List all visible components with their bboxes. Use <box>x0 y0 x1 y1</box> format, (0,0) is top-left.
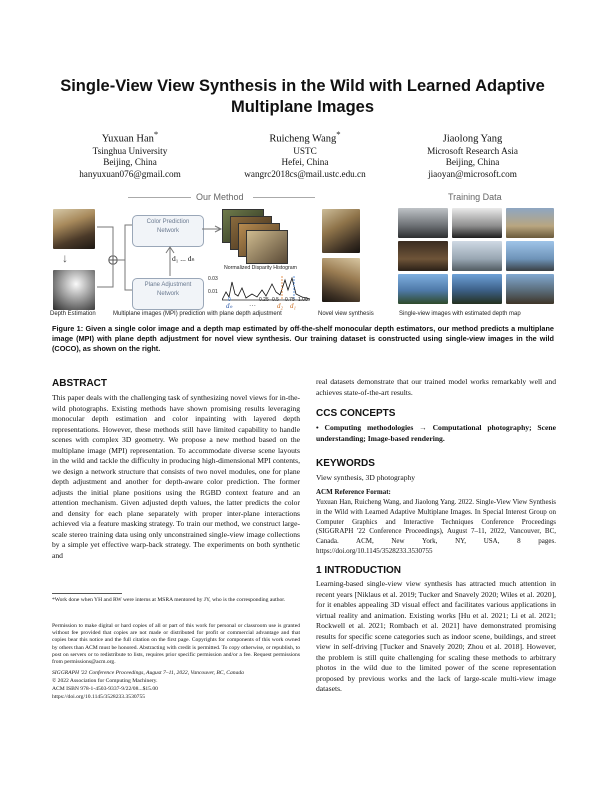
author-location: Hefei, China <box>281 157 329 167</box>
training-image <box>398 241 448 271</box>
histogram-tick: 0.03 <box>208 276 218 282</box>
ellipsis: … <box>249 300 256 308</box>
caption-mpi-prediction: Multiplane images (MPI) prediction with plane depth adjustment <box>113 311 282 317</box>
author-email[interactable]: jiaoyan@microsoft.com <box>428 168 517 179</box>
training-image <box>452 274 502 304</box>
x-tick: 1.00 <box>298 297 308 303</box>
arrow-right-icon <box>202 225 224 233</box>
divider <box>253 197 315 198</box>
author-affiliation: USTC <box>293 145 317 156</box>
input-color-image <box>53 209 95 249</box>
doi-link[interactable]: https://doi.org/10.1145/3528233.3530755 <box>52 694 146 700</box>
divider <box>128 197 191 198</box>
histogram-title: Normalized Disparity Histogram <box>224 265 297 271</box>
plane-d1-label: dₙ <box>226 302 233 310</box>
novel-view-image <box>322 258 360 302</box>
reference-format-text: Yuxuan Han, Ruicheng Wang, and Jiaolong Yang. 2022. Single-View View Synthesis in the Wild with Learned Adaptive Multiplane Images. In Special Interest Group on Computer Graphics and Interactive Techniques Conference Proceedings (SIGGRAPH '22 Conference Proceedings), August 7–11, 2022, Vancouver, BC, Canada. ACM, New York, NY, USA, 8 pages. https://doi.org/10.1145/3528233.3530755 <box>316 498 556 555</box>
keywords-text: View synthesis, 3D photography <box>316 473 416 482</box>
author-name: Jiaolong Yang <box>442 133 503 145</box>
author-name: Yuxuan Han <box>101 133 154 145</box>
novel-view-image <box>322 209 360 253</box>
training-image <box>452 208 502 238</box>
ccs-text: • Computing methodologies → Computational photography; Scene understanding; Image-based rendering. <box>316 423 556 443</box>
x-tick: 0.25 <box>259 297 269 303</box>
author-block-3 <box>395 128 550 180</box>
training-data-heading: Training Data <box>448 192 502 202</box>
author-affiliation: Tsinghua University <box>92 145 168 156</box>
abstract-text: This paper deals with the challenging task of synthesizing novel views for in-the-wild photographs. Existing methods have shown promising results leveraging monocular depth estimation and color inpainting with layered depth representations. However, these methods still have limited capability to handle scenes with complex 3D geometry. We propose a new method based on the multiplane image (MPI) representation. To accommodate diverse scene layouts in the wild and tackle the difficulty in producing high-dimensional MPI contents, we design a network structure that consists of two novel modules, one for plane depth adjustment and another for depth-aware color prediction. The former adjusts the initial plane positions using the RGBD context feature and an attention mechanism. Given adjusted depth values, the latter predicts the color and density for each plane separately with proper inter-plane interactions achieved via a feature masking strategy. To train our method, we construct large-scale stereo training data using only unconstrained single-view image collections by a simple yet effective warp-back strategy. The experiments on both synthetic and <box>52 393 300 560</box>
paper-title: Single-View View Synthesis in the Wild with Learned Adaptive Multiplane Images <box>60 77 545 116</box>
x-tick: 0.5 <box>272 297 279 303</box>
footnote-rule <box>52 593 122 594</box>
training-image <box>398 208 448 238</box>
plane-d1-label: d₁ <box>290 302 296 310</box>
author-name: Ruicheng Wang <box>269 133 337 145</box>
color-prediction-network: Color Prediction Network <box>132 215 204 247</box>
mpi-layer <box>246 230 288 264</box>
input-depth-map <box>53 270 95 310</box>
keywords-heading: KEYWORDS <box>316 458 375 469</box>
training-image <box>506 241 554 271</box>
copyright-line: © 2022 Association for Computing Machinery. <box>52 678 158 684</box>
author-block-1 <box>55 128 205 180</box>
author-mark: * <box>153 129 159 139</box>
training-image <box>452 241 502 271</box>
abstract-heading: ABSTRACT <box>52 378 107 389</box>
footnote: *Work done when YH and RW were interns at MSRA mentored by JY, who is the corresponding author. <box>52 597 286 603</box>
author-affiliation: Microsoft Research Asia <box>427 145 518 156</box>
our-method-heading: Our Method <box>196 192 244 202</box>
author-location: Beijing, China <box>445 157 500 167</box>
author-email[interactable]: hanyuxuan076@gmail.com <box>79 168 181 179</box>
arrow-down-icon: ↓ <box>62 251 68 265</box>
author-location: Beijing, China <box>103 157 157 167</box>
conference-line: SIGGRAPH '22 Conference Proceedings, August 7–11, 2022, Vancouver, BC, Canada <box>52 670 244 676</box>
abstract-continuation: real datasets demonstrate that our trained model works remarkably well and achieves state-of-the-art results. <box>316 377 556 397</box>
caption-depth-estimation: Depth Estimation <box>50 311 96 317</box>
figure-caption: Figure 1: Given a single color image and a depth map estimated by off-the-shelf monocular depth estimators, our method predicts a multiplane image (MPI) with plane depth adjustment for novel view synthesis. Our training dataset is constructed using single-view images in the wild (COCO), as shown on the right. <box>52 324 554 353</box>
plane-adjustment-network: Plane Adjustment Network <box>132 278 204 310</box>
isbn-line: ACM ISBN 978-1-4503-9337-9/22/08...$15.00 <box>52 686 158 692</box>
x-tick: 0 <box>228 297 231 303</box>
author-block-2 <box>220 128 390 180</box>
ccs-heading: CCS CONCEPTS <box>316 408 396 419</box>
caption-training-images: Single-view images with estimated depth map <box>399 311 521 317</box>
training-image <box>398 274 448 304</box>
plane-depths-label: d₁ ... dₙ <box>172 254 195 263</box>
author-email[interactable]: wangrc2018cs@mail.ustc.edu.cn <box>244 168 366 179</box>
training-image <box>506 208 554 238</box>
author-mark: * <box>336 129 341 139</box>
reference-format-heading: ACM Reference Format: <box>316 488 391 496</box>
permission-notice: Permission to make digital or hard copies of all or part of this work for personal or classroom use is granted without fee provided that copies are not made or distributed for profit or commercial advantage and that copies bear this notice and the full citation on the first page. Copyrights for components of this work owned by others than ACM must be honored. Abstracting with credit is permitted. To copy otherwise, or republish, to post on servers or to redistribute to lists, requires prior specific permission and/or a fee. Request permissions from permissions@acm.org. <box>52 623 300 666</box>
introduction-text: Learning-based single-view view synthesis has attracted much attention in recent years [Niklaus et al. 2019; Tucker and Snavely 2020; Wiles et al. 2020], for it enables appealing 3D visual effect and facilitates various applications in virtual reality and animation. Existing works [Hu et al. 2021; Li et al. 2021; Rockwell et al. 2021; Rombach et al. 2021] have demonstrated promising results for specific scene categories such as indoor scene, buildings, and street view in self-driving [Tucker and Snavely 2020; Zhou et al. 2018]. However, the problem is still quite challenging for scaling these methods to arbitrary photos in the wild due to the limited power of the scene representation proposed by previous works and the lack of large-scale multi-view image datasets. <box>316 579 556 693</box>
training-image <box>506 274 554 304</box>
caption-novel-view: Novel view synthesis <box>318 311 374 317</box>
histogram-tick: 0.01 <box>208 289 218 295</box>
introduction-heading: 1 INTRODUCTION <box>316 565 401 576</box>
x-tick: 0.75 <box>285 297 295 303</box>
plane-d2-label: d₂ <box>277 302 283 310</box>
